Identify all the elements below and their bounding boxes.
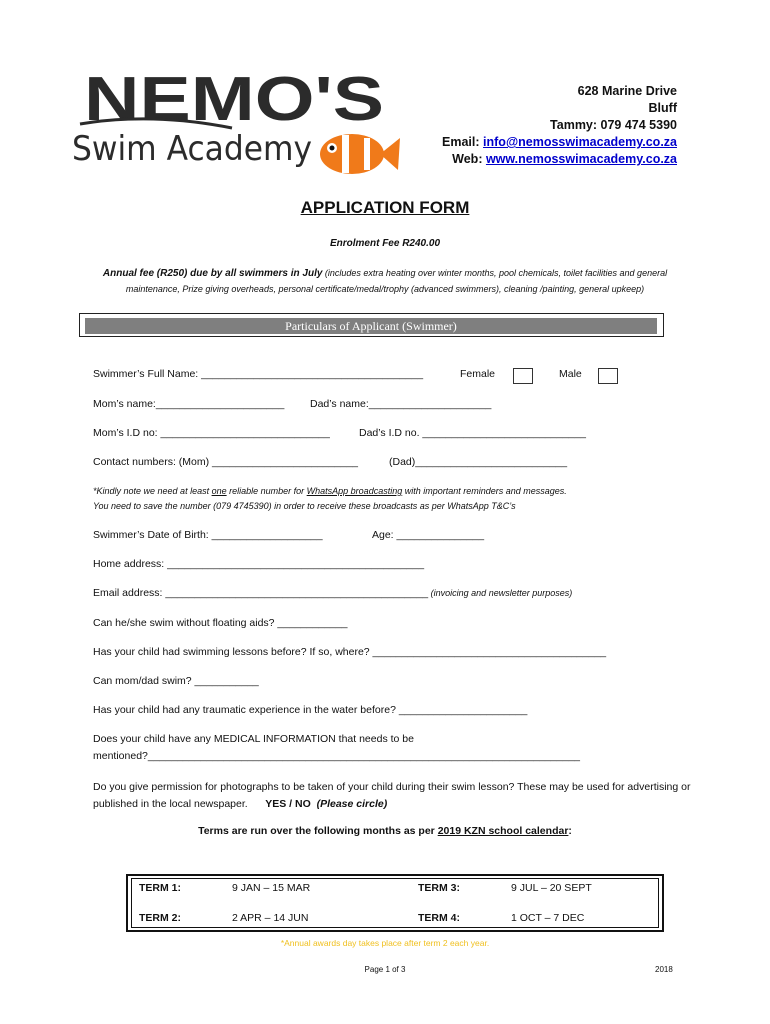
page-number: Page 1 of 3 <box>364 965 406 974</box>
floating-aids-field[interactable]: Can he/she swim without floating aids? ____________ <box>93 617 348 629</box>
term-1-label: TERM 1: <box>139 882 181 894</box>
terms-heading-text: Terms are run over the following months as per <box>198 825 438 837</box>
permission-text: Do you give permission for photographs to be taken of your child during their swim lesson? These may be used for advertising or published in the local newspaper. <box>93 781 691 810</box>
web-label: Web: <box>452 152 486 166</box>
email-address-text: Email address: _____________________________________________ <box>93 587 429 599</box>
note-line-2: You need to save the number (079 4745390) in order to receive these broadcasts as per WhatsApp T&C’s <box>93 501 516 511</box>
please-circle: (Please circle) <box>316 798 388 810</box>
dad-name-field[interactable]: Dad’s name:_____________________ <box>310 398 492 410</box>
term-4-label: TERM 4: <box>418 912 460 924</box>
email-purpose-note: (invoicing and newsletter purposes) <box>428 588 573 598</box>
previous-lessons-field[interactable]: Has your child had swimming lessons before? If so, where? ________________________________________ <box>93 646 607 658</box>
email-address-field[interactable] <box>93 587 572 599</box>
email-label: Email: <box>442 135 484 149</box>
home-address-field[interactable]: Home address: ____________________________________________ <box>93 558 425 570</box>
annual-fee-details: (includes extra heating over winter months, pool chemicals, toilet facilities and general maintenance, Prize giving overheads, personal certificate/medal/trophy (advanced swimmers), cleaning /painting, general upkeep) <box>125 268 668 294</box>
address-line-2: Bluff <box>648 101 677 115</box>
clownfish-icon <box>320 134 400 174</box>
nemos-logo <box>62 62 400 180</box>
annual-fee-text <box>100 266 670 296</box>
phone: Tammy: 079 474 5390 <box>550 118 677 132</box>
footer-year: 2018 <box>655 965 673 974</box>
contact-dad-field[interactable]: (Dad)__________________________ <box>389 456 568 468</box>
contact-mom-field[interactable]: Contact numbers: (Mom) _________________________ <box>93 456 359 468</box>
annual-fee-bold: Annual fee (R250) due by all swimmers in July <box>102 268 323 279</box>
term-2-label: TERM 2: <box>139 912 181 924</box>
age-field[interactable]: Age: _______________ <box>372 529 485 541</box>
web-link[interactable]: www.nemosswimacademy.co.za <box>485 152 677 166</box>
female-checkbox[interactable] <box>513 368 533 384</box>
contact-block <box>442 83 677 168</box>
page-title: APPLICATION FORM <box>300 198 470 217</box>
awards-note: *Annual awards day takes place after term 2 each year. <box>280 938 490 948</box>
dob-field[interactable]: Swimmer’s Date of Birth: ___________________ <box>93 529 323 541</box>
male-label: Male <box>559 368 582 380</box>
parent-swim-field[interactable]: Can mom/dad swim? ___________ <box>93 675 259 687</box>
note-text-2: reliable number for <box>226 486 307 496</box>
male-checkbox[interactable] <box>598 368 618 384</box>
logo-wordmark: NEMO'S <box>84 65 384 134</box>
note-text-1: *Kindly note we need at least <box>93 486 212 496</box>
terms-heading <box>0 825 770 837</box>
mom-name-field[interactable]: Mom’s name:______________________ <box>93 398 285 410</box>
term-4-dates: 1 OCT – 7 DEC <box>511 912 585 924</box>
full-name-field[interactable]: Swimmer’s Full Name: ______________________________________ <box>93 368 424 380</box>
term-1-dates: 9 JAN – 15 MAR <box>232 882 311 894</box>
trauma-field[interactable]: Has your child had any traumatic experience in the water before? ______________________ <box>93 704 528 716</box>
email-link[interactable]: info@nemosswimacademy.co.za <box>483 135 677 149</box>
term-3-label: TERM 3: <box>418 882 460 894</box>
note-text-3: with important reminders and messages. <box>402 486 567 496</box>
address-line-1: 628 Marine Drive <box>577 84 677 98</box>
terms-heading-colon: : <box>568 825 572 837</box>
term-3-dates: 9 JUL – 20 SEPT <box>511 882 592 894</box>
section-header: Particulars of Applicant (Swimmer) <box>85 318 657 334</box>
note-whatsapp: WhatsApp broadcasting <box>306 486 403 496</box>
yes-no-choice[interactable]: YES / NO <box>265 798 311 810</box>
term-2-dates: 2 APR – 14 JUN <box>232 912 309 924</box>
calendar-link: 2019 KZN school calendar <box>437 825 569 837</box>
whatsapp-note <box>93 484 567 514</box>
logo-subtitle: Swim Academy <box>72 129 312 169</box>
female-label: Female <box>460 368 496 380</box>
medical-field[interactable]: mentioned?__________________________________________________________________________ <box>93 750 581 762</box>
note-one: one <box>211 486 227 496</box>
medical-label: Does your child have any MEDICAL INFORMATION that needs to be <box>93 733 414 745</box>
enrolment-fee: Enrolment Fee R240.00 <box>329 238 441 249</box>
dad-id-field[interactable]: Dad’s I.D no. ____________________________ <box>359 427 586 439</box>
mom-id-field[interactable]: Mom’s I.D no: _____________________________ <box>93 427 330 439</box>
photo-permission <box>93 779 703 813</box>
